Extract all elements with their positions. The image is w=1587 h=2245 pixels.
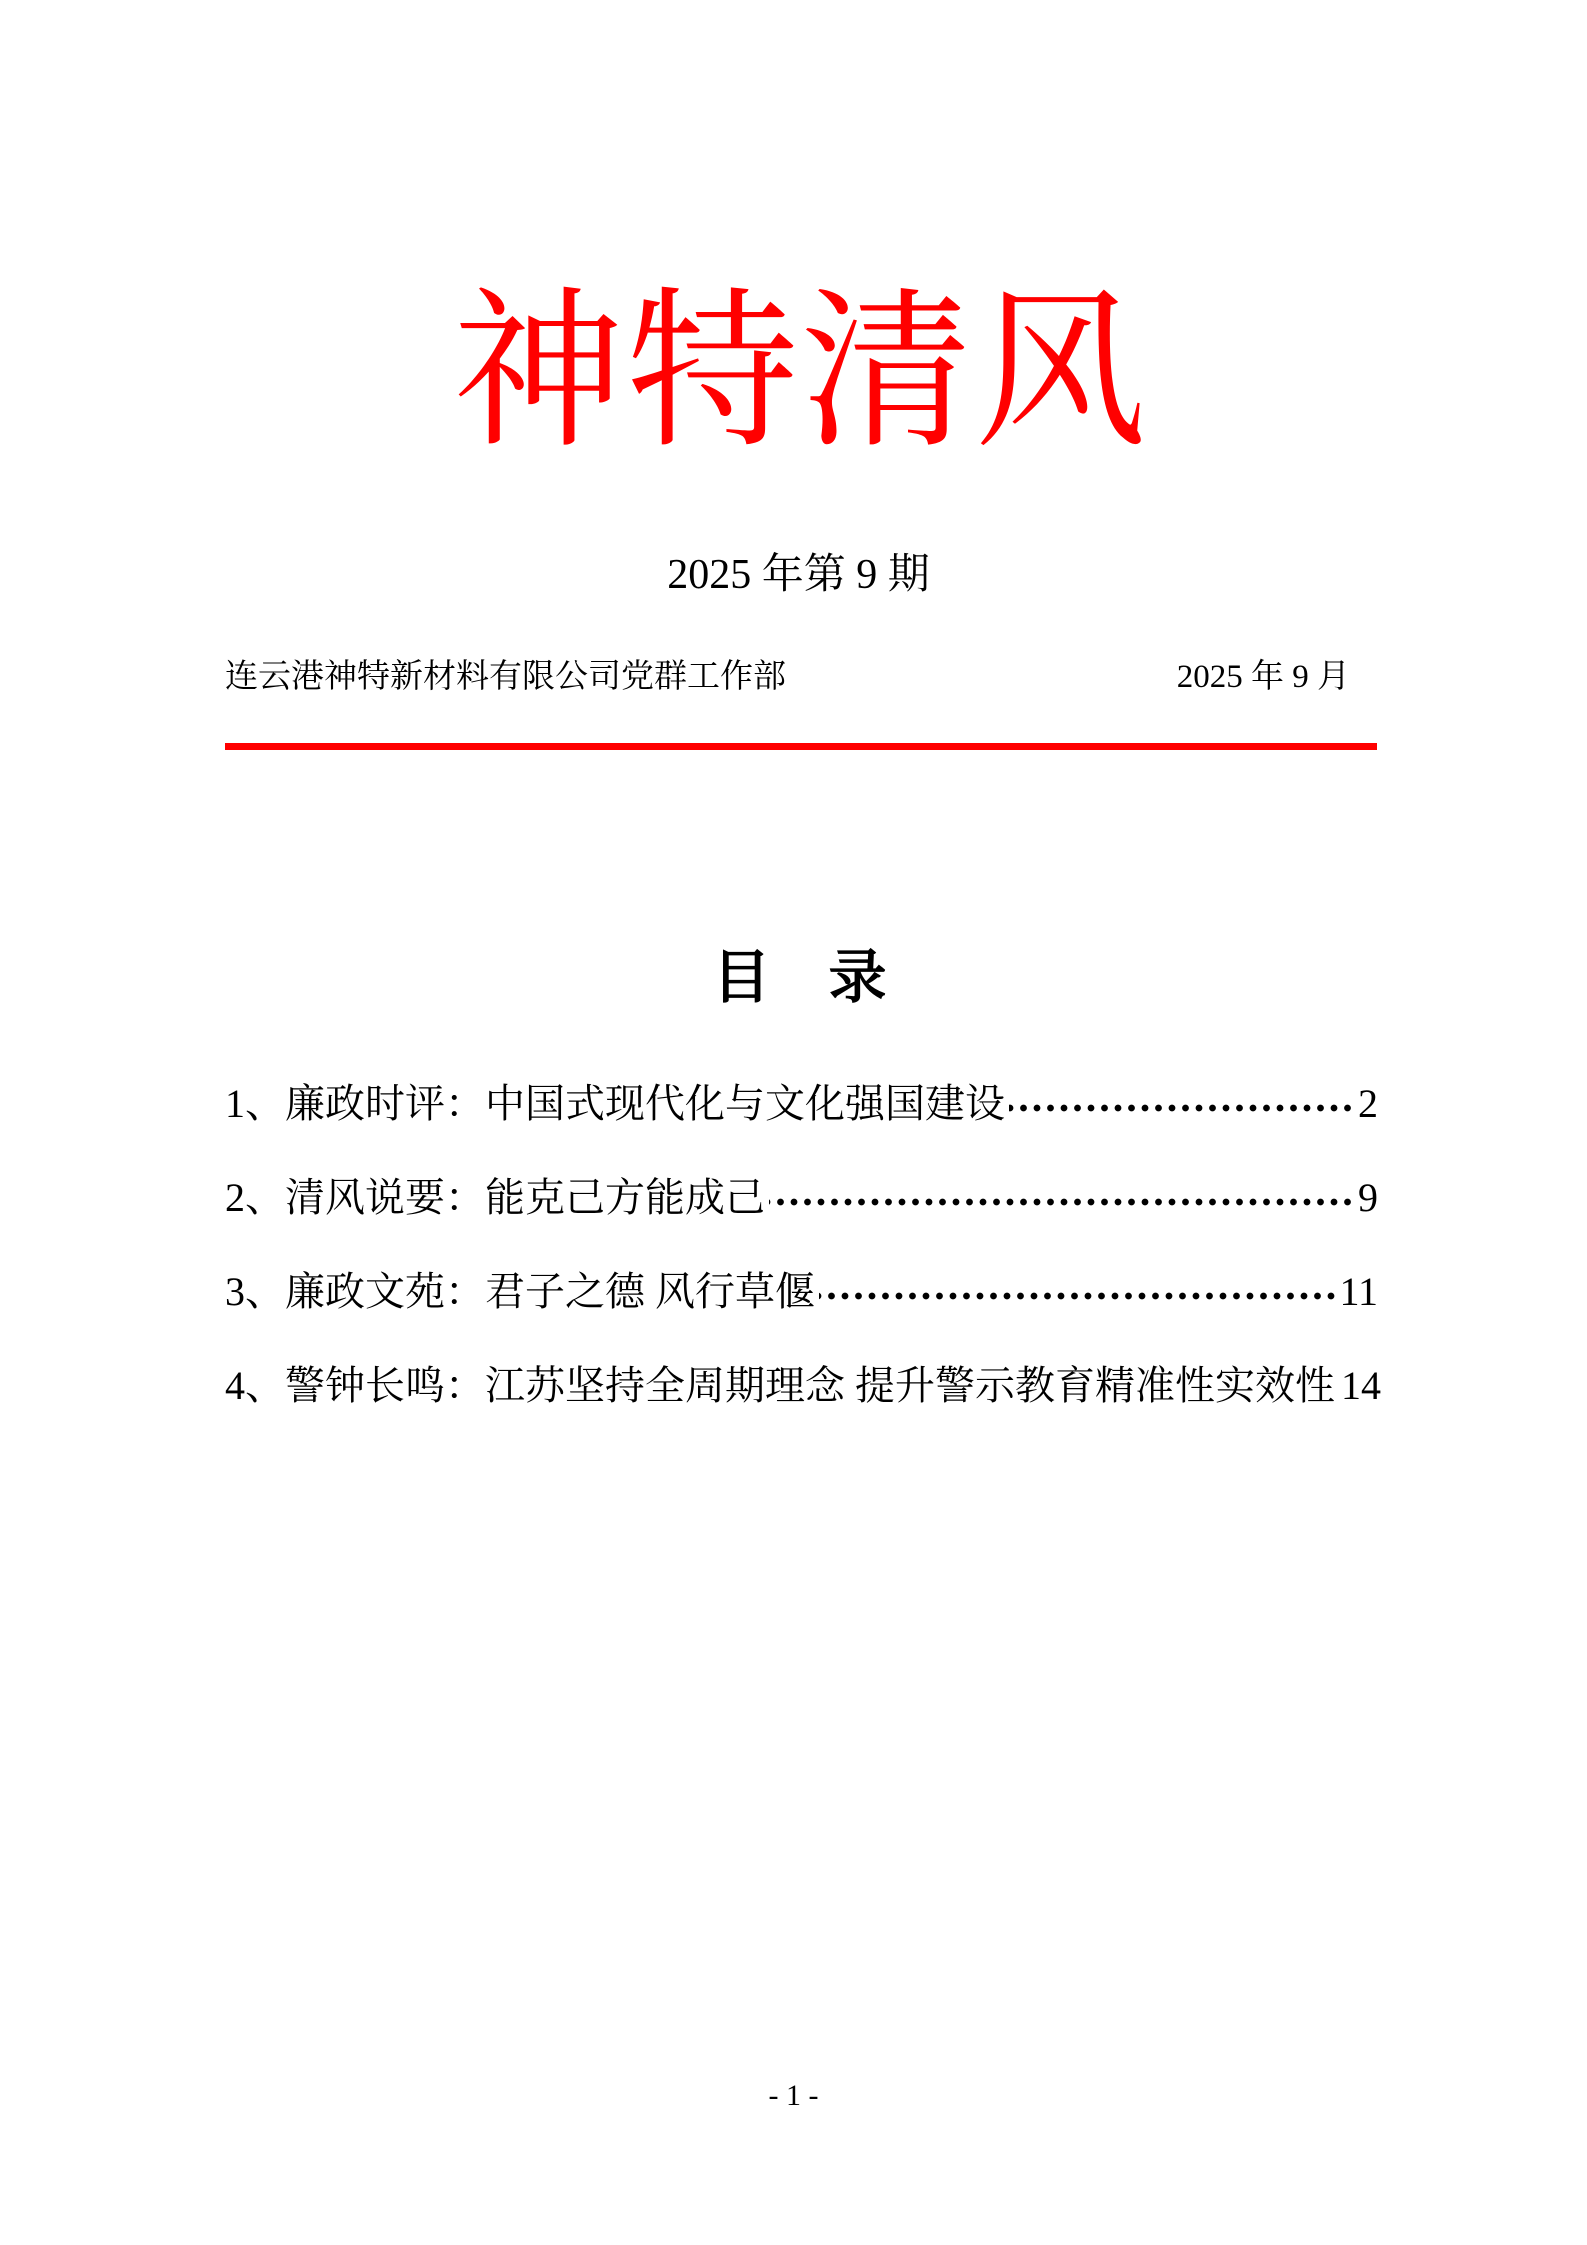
issue-number-line: 2025 年第 9 期 — [667, 552, 930, 598]
toc-page-number: 11 — [1339, 1269, 1378, 1314]
toc-page-number: 9 — [1358, 1175, 1378, 1220]
publisher-name: 连云港神特新材料有限公司党群工作部 — [225, 659, 786, 695]
publisher-row — [225, 656, 1377, 699]
toc-page-number: 14 — [1341, 1363, 1381, 1408]
toc-row — [225, 1078, 1378, 1130]
toc-item-label: 1、廉政时评：中国式现代化与文化强国建设 — [225, 1081, 1005, 1126]
toc-dot-leader — [769, 1178, 1354, 1218]
toc-dot-leader — [1009, 1084, 1354, 1124]
toc-page-number: 2 — [1358, 1081, 1378, 1126]
toc-row — [225, 1172, 1378, 1224]
divider-rule — [225, 743, 1377, 750]
toc-list — [225, 1078, 1381, 1454]
toc-dot-leader — [819, 1272, 1337, 1312]
toc-heading: 目 录 — [712, 945, 887, 1010]
page-number: - 1 - — [768, 2079, 819, 2112]
toc-item-label: 3、廉政文苑：君子之德 风行草偃 — [225, 1269, 815, 1314]
toc-item-label: 4、警钟长鸣：江苏坚持全周期理念 提升警示教育精准性实效性 — [225, 1363, 1335, 1408]
toc-item-label: 2、清风说要：能克己方能成己 — [225, 1175, 765, 1220]
toc-row — [225, 1266, 1378, 1318]
page-title: 神特清风 — [452, 279, 1149, 469]
publish-date: 2025 年 9 月 — [1176, 659, 1350, 695]
toc-row — [225, 1360, 1381, 1412]
